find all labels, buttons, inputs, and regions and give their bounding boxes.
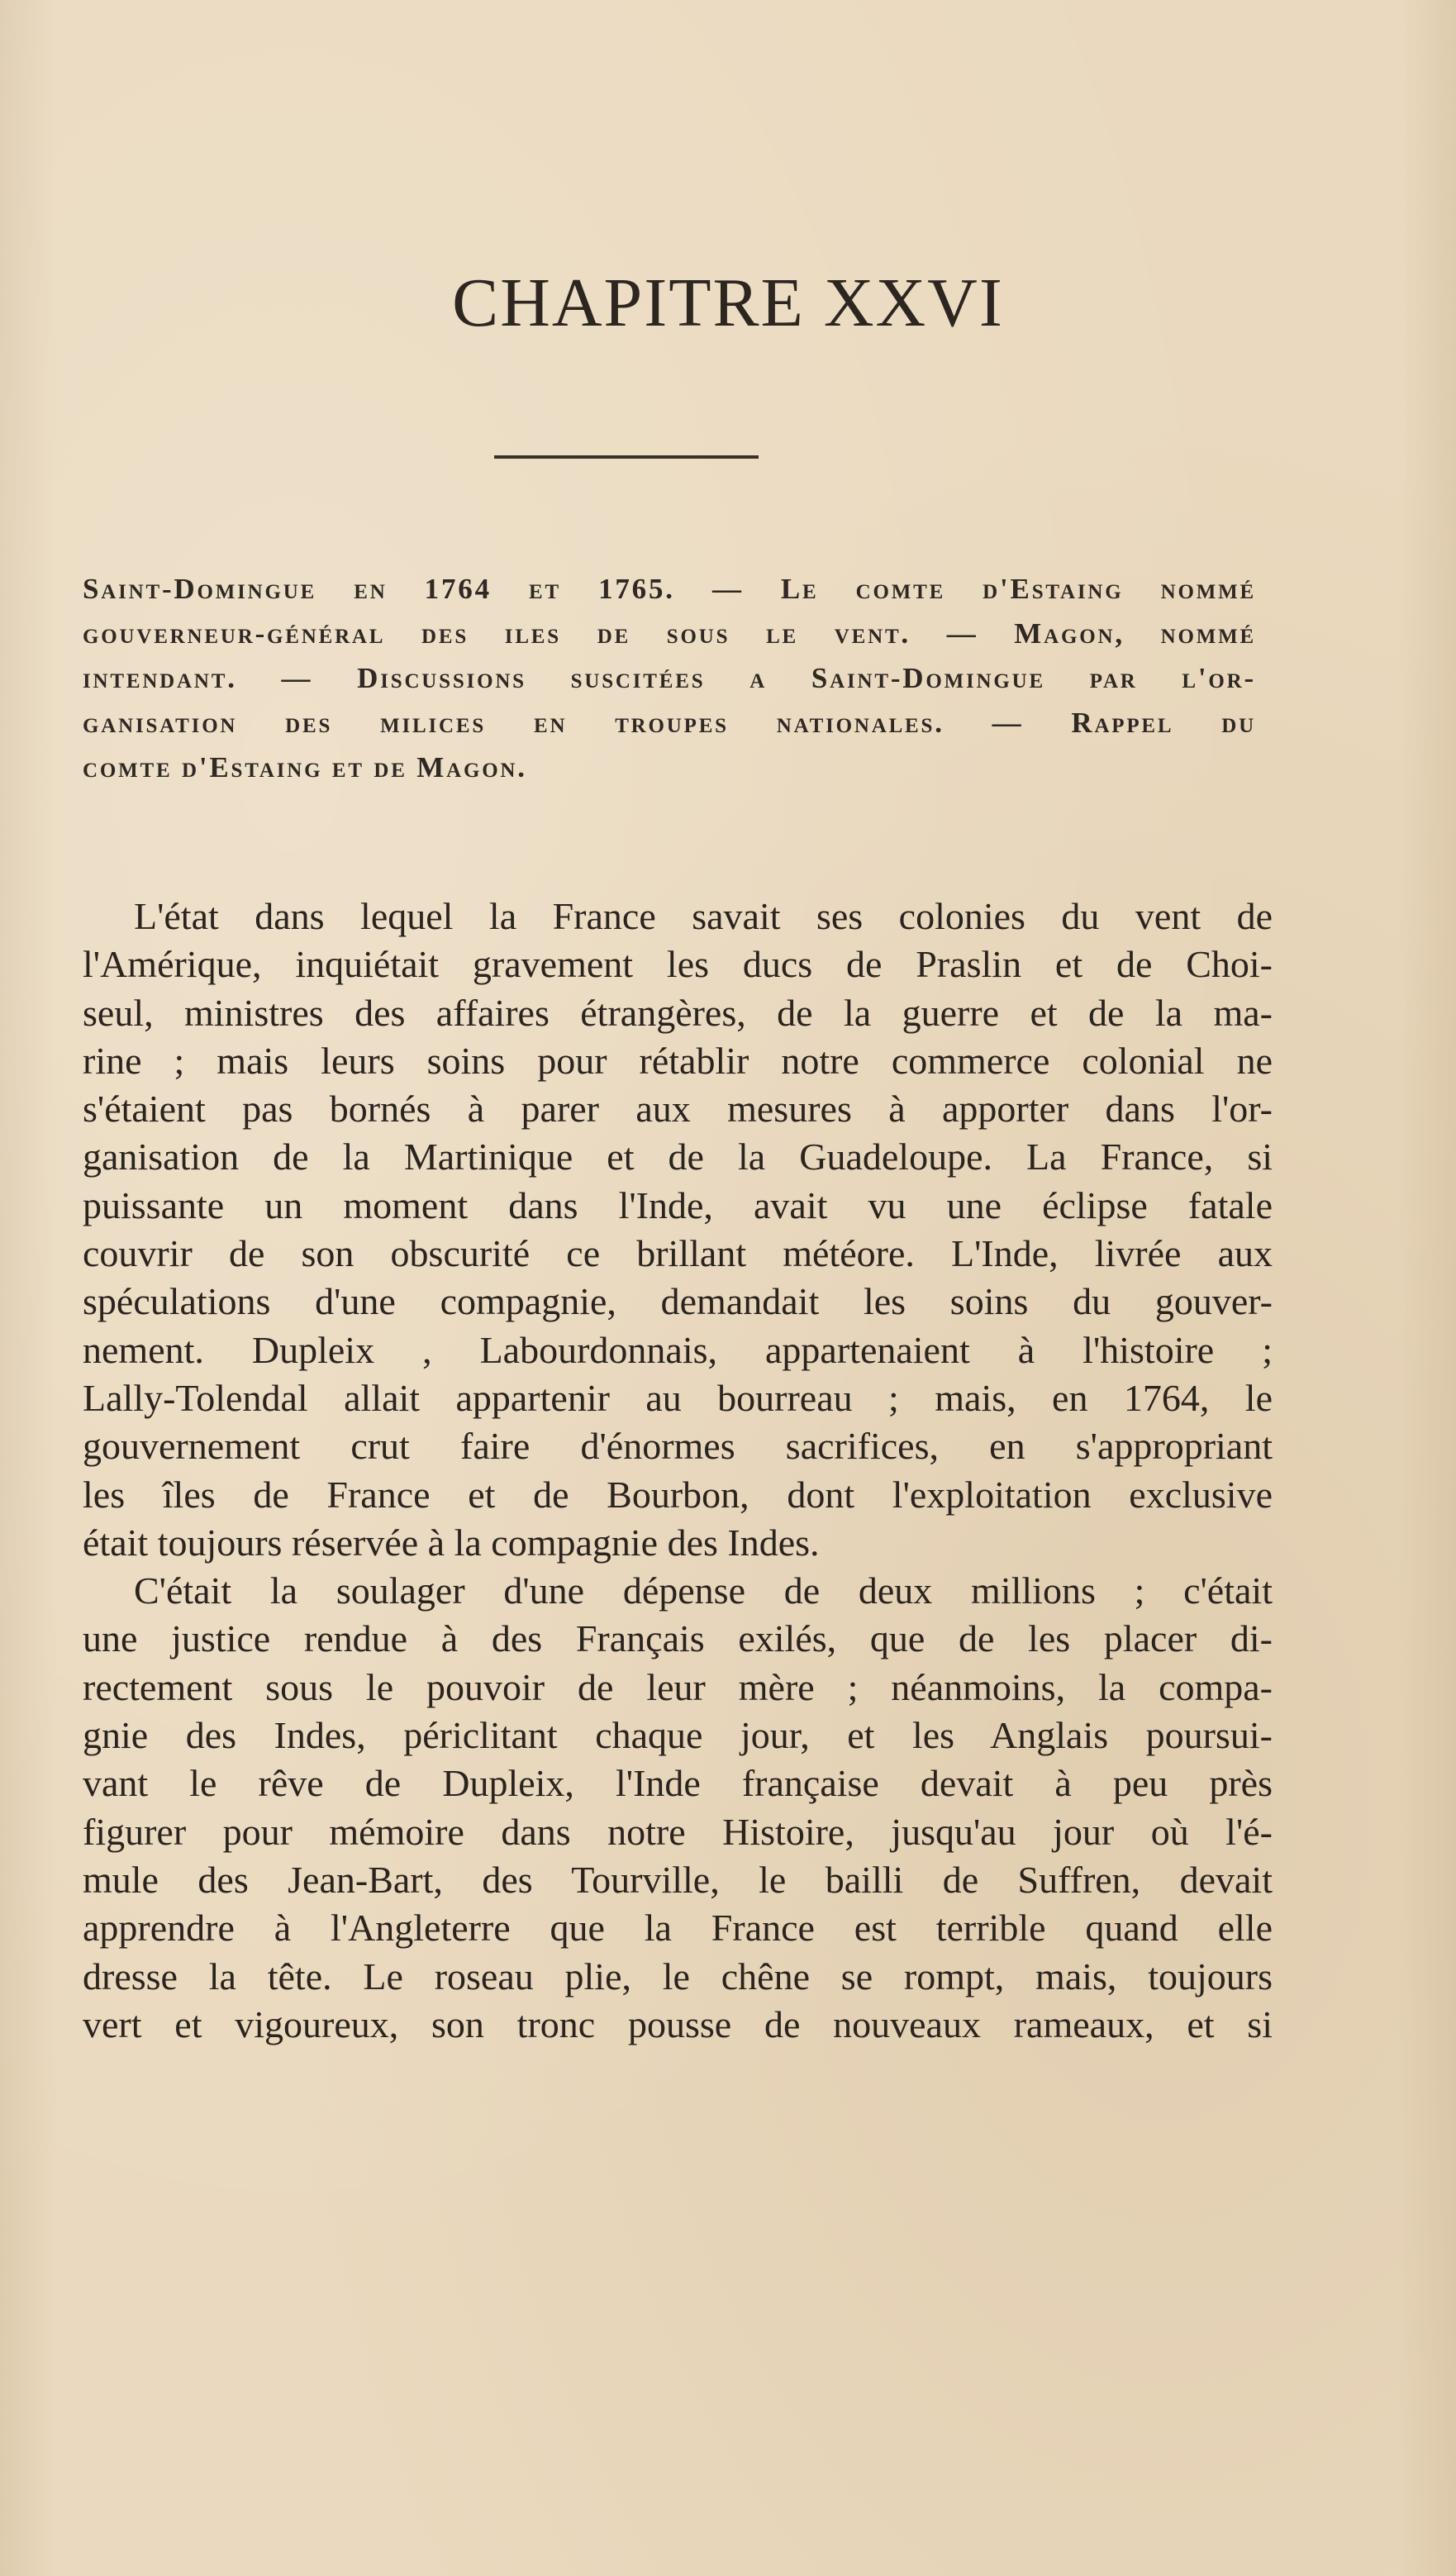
title-divider xyxy=(494,455,759,459)
paragraph-line: gnie des Indes, périclitant chaque jour, et les Anglais poursui- xyxy=(83,1714,1273,1757)
chapter-summary xyxy=(83,567,1256,790)
paragraph-line: les îles de France et de Bourbon, dont l'exploitation exclusive xyxy=(83,1473,1273,1516)
paragraph-line: Lally-Tolendal allait appartenir au bourreau ; mais, en 1764, le xyxy=(83,1376,1273,1419)
summary-line: intendant. — Discussions suscitées a Saint-Domingue par l'or- xyxy=(83,662,1256,694)
summary-line: Saint-Domingue en 1764 et 1765. — Le comte d'Estaing nommé xyxy=(83,573,1256,605)
paragraph-line: s'étaient pas bornés à parer aux mesures à apporter dans l'or- xyxy=(83,1088,1273,1131)
paragraph-line: l'Amérique, inquiétait gravement les ducs de Praslin et de Choi- xyxy=(83,943,1273,986)
paragraph-line: ganisation de la Martinique et de la Guadeloupe. La France, si xyxy=(83,1136,1273,1178)
paragraph-line: couvrir de son obscurité ce brillant météore. L'Inde, livrée aux xyxy=(83,1232,1273,1275)
paragraph-line: était toujours réservée à la compagnie des Indes. xyxy=(83,1521,820,1564)
paragraph-line: une justice rendue à des Français exilés, que de les placer di- xyxy=(83,1617,1273,1660)
paragraph-line: vant le rêve de Dupleix, l'Inde française devait à peu près xyxy=(83,1762,1273,1805)
body-text xyxy=(83,893,1273,2049)
paragraph-line: apprendre à l'Angleterre que la France est terrible quand elle xyxy=(83,1907,1273,1950)
paragraph-line: nement. Dupleix , Labourdonnais, appartenaient à l'histoire ; xyxy=(83,1328,1273,1371)
summary-line: ganisation des milices en troupes nationales. — Rappel du xyxy=(83,707,1256,739)
paragraph-line: dresse la tête. Le roseau plie, le chêne se rompt, mais, toujours xyxy=(83,1955,1273,1997)
paragraph-line: rectement sous le pouvoir de leur mère ; néanmoins, la compa- xyxy=(83,1665,1273,1708)
paragraph-line: gouvernement crut faire d'énormes sacrifices, en s'appropriant xyxy=(83,1425,1273,1468)
paragraph-line: figurer pour mémoire dans notre Histoire, jusqu'au jour où l'é- xyxy=(83,1810,1273,1853)
paragraph-line: L'état dans lequel la France savait ses colonies du vent de xyxy=(134,895,1273,937)
paragraph-line: C'était la soulager d'une dépense de deux millions ; c'était xyxy=(134,1569,1273,1612)
paragraph-line: seul, ministres des affaires étrangères, de la guerre et de la ma- xyxy=(83,991,1273,1034)
paragraph-line: rine ; mais leurs soins pour rétablir notre commerce colonial ne xyxy=(83,1039,1273,1082)
paragraph-line: vert et vigoureux, son tronc pousse de nouveaux rameaux, et si xyxy=(83,2002,1273,2045)
paragraph-line: spéculations d'une compagnie, demandait les soins du gouver- xyxy=(83,1280,1273,1323)
paragraph-line: puissante un moment dans l'Inde, avait vu une éclipse fatale xyxy=(83,1183,1273,1226)
summary-line: comte d'Estaing et de Magon. xyxy=(83,751,527,783)
chapter-title: CHAPITRE XXVI xyxy=(452,264,1004,341)
summary-line: gouverneur-général des iles de sous le vent. — Magon, nommé xyxy=(83,617,1256,650)
paragraph-line: mule des Jean-Bart, des Tourville, le bailli de Suffren, devait xyxy=(83,1858,1273,1901)
